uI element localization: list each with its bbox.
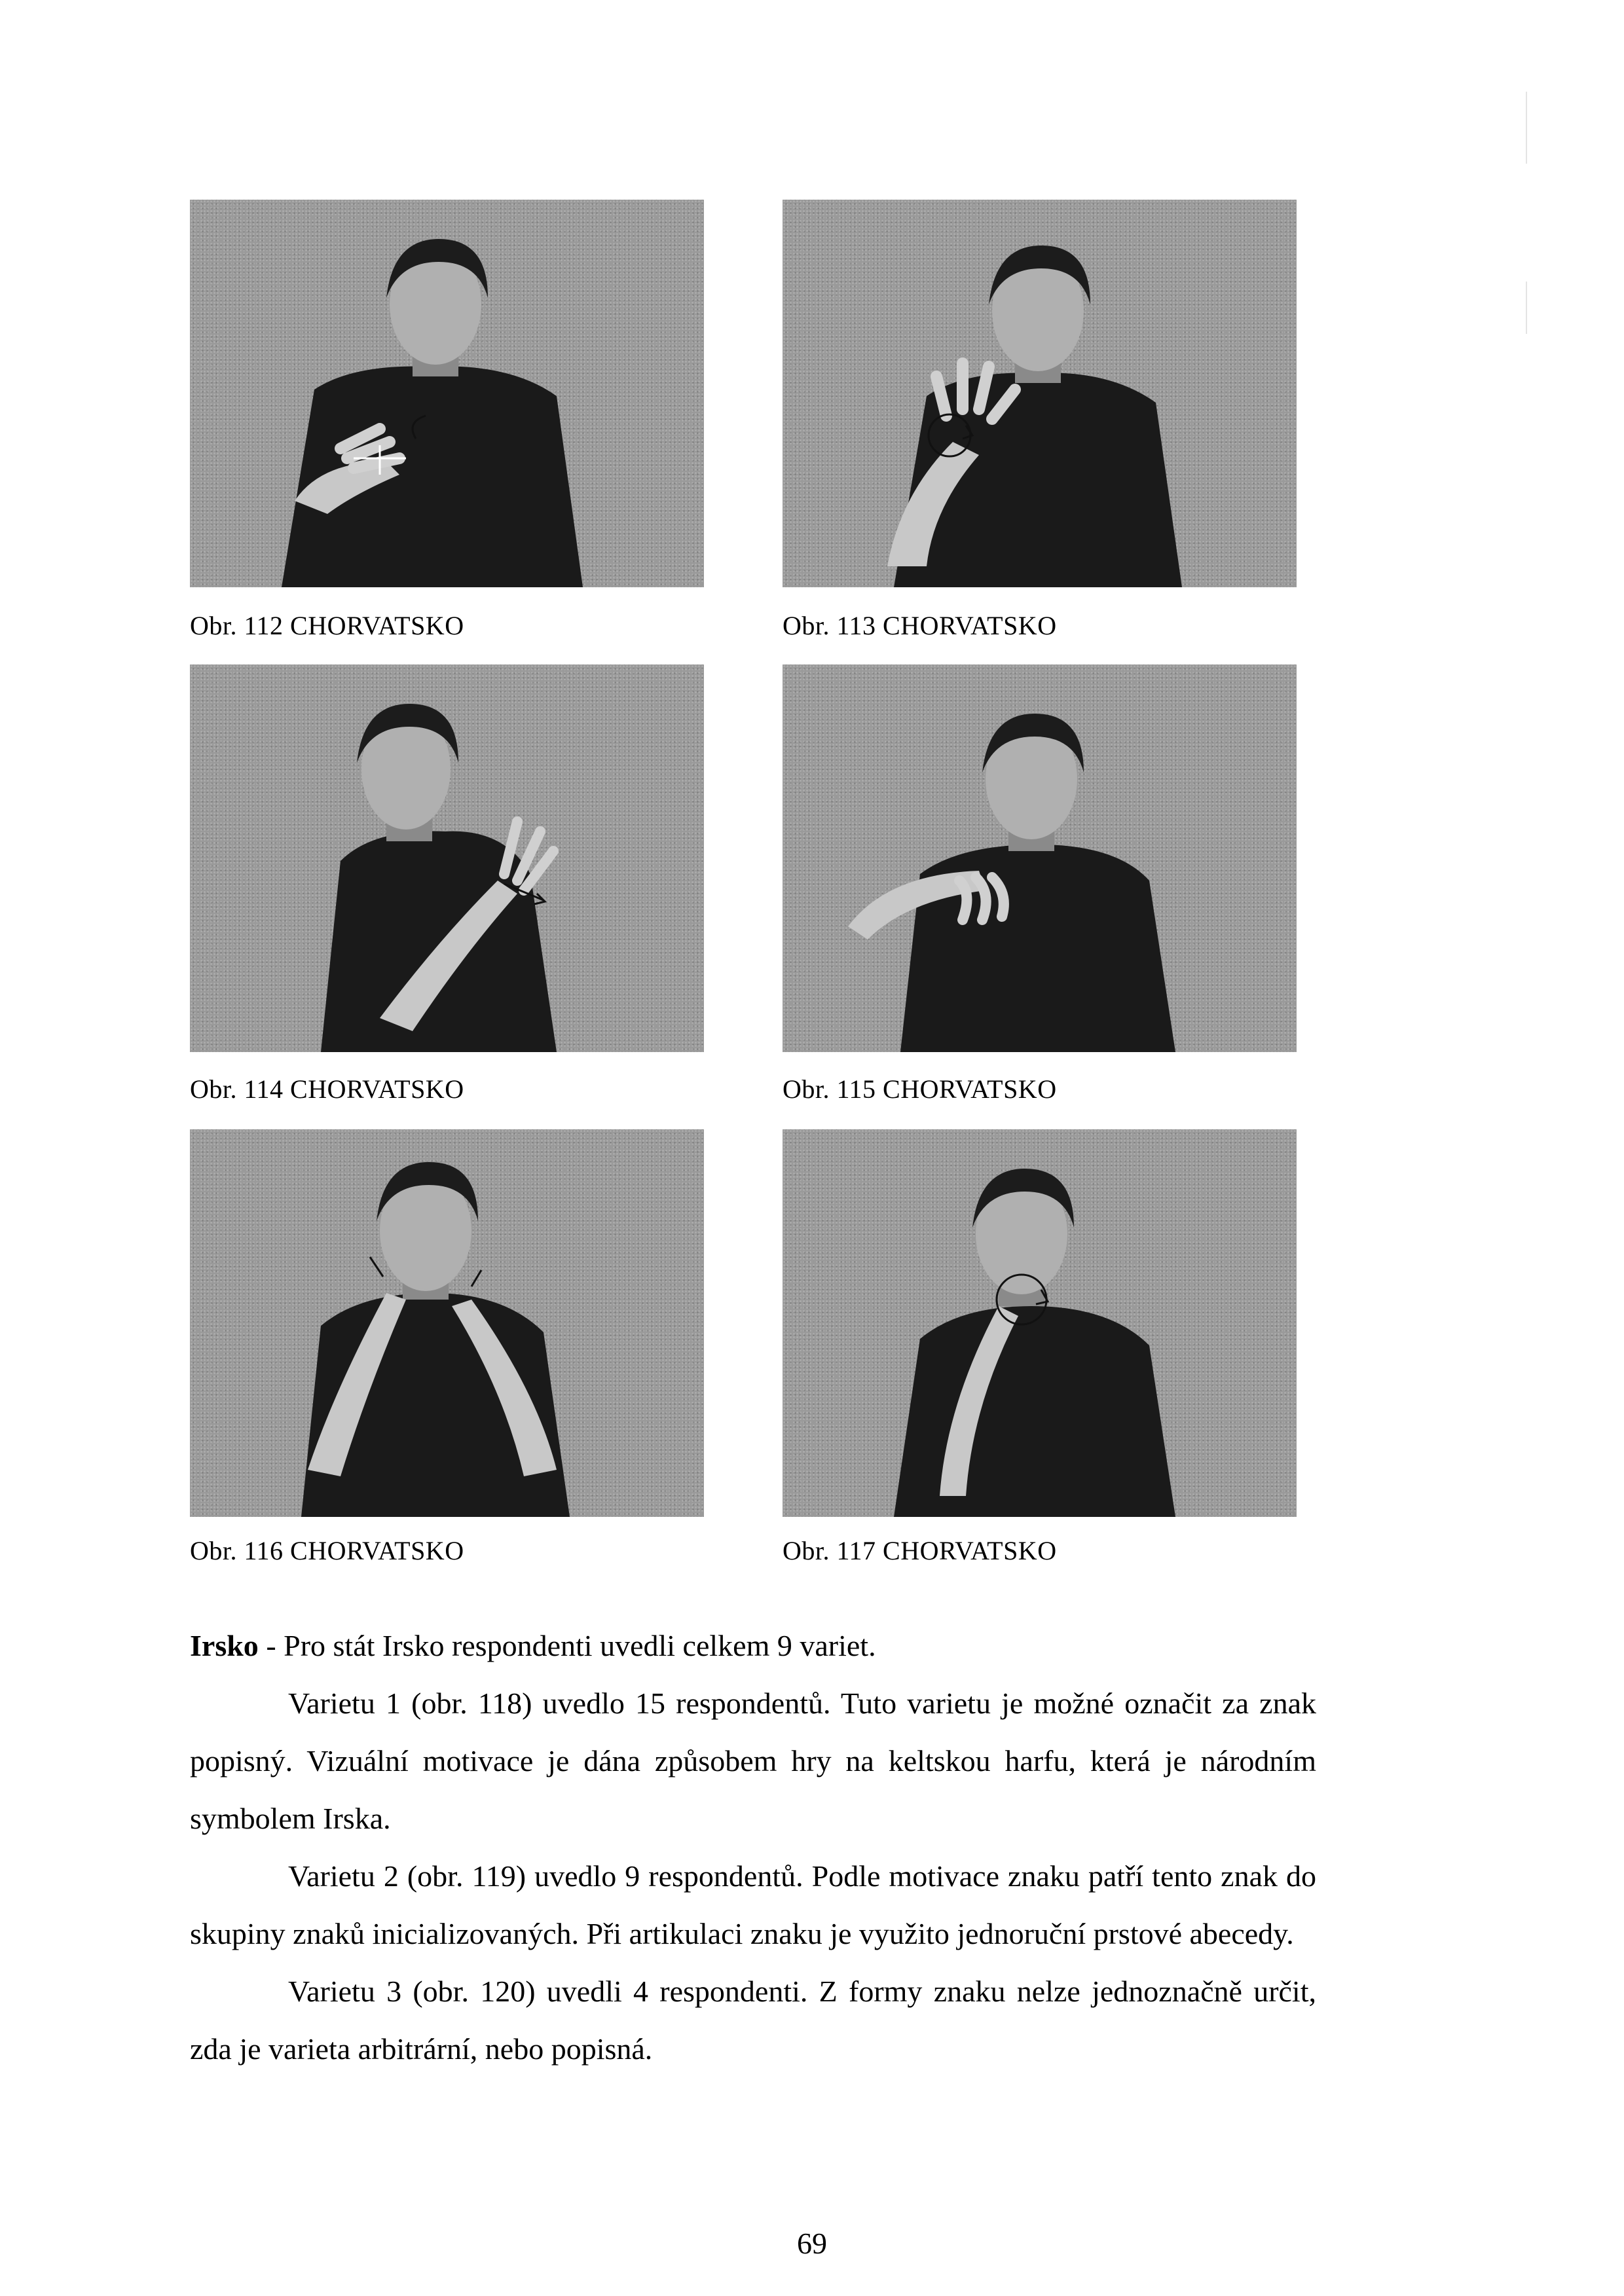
figure-114-photo — [190, 665, 704, 1052]
section-intro — [190, 1617, 1316, 1675]
figure-117-photo — [783, 1129, 1297, 1517]
section-intro-text: - Pro stát Irsko respondenti uvedli celkem 9 variet. — [258, 1629, 876, 1662]
scan-edge-mark — [1526, 92, 1527, 164]
figure-114-caption: Obr. 114 CHORVATSKO — [190, 1074, 464, 1104]
figure-112-photo — [190, 200, 704, 587]
figure-113-caption: Obr. 113 CHORVATSKO — [783, 611, 1057, 640]
scan-edge-mark — [1526, 282, 1527, 334]
signer-photo-illustration — [783, 1129, 1297, 1517]
signer-photo-illustration — [190, 200, 704, 587]
paragraph-variety-1: Varietu 1 (obr. 118) uvedlo 15 respondentů. Tuto varietu je možné označit za znak popisný. Vizuální motivace je dána způsobem hry na keltskou harfu, která je národním symbolem Irska. — [190, 1686, 1316, 1835]
figure-117-caption: Obr. 117 CHORVATSKO — [783, 1536, 1057, 1565]
paragraph-variety-2: Varietu 2 (obr. 119) uvedlo 9 respondentů. Podle motivace znaku patří tento znak do skupiny znaků inicializovaných. Při artikulaci znaku je využito jednoruční prstové abecedy. — [190, 1859, 1316, 1950]
figure-116-caption: Obr. 116 CHORVATSKO — [190, 1536, 464, 1565]
body-text — [190, 1617, 1316, 2078]
figure-115-caption: Obr. 115 CHORVATSKO — [783, 1074, 1057, 1104]
figure-116-photo — [190, 1129, 704, 1517]
signer-photo-illustration — [190, 1129, 704, 1517]
page-number: 69 — [797, 2227, 827, 2260]
section-heading: Irsko — [190, 1629, 259, 1662]
figure-115-photo — [783, 665, 1297, 1052]
figure-112-caption: Obr. 112 CHORVATSKO — [190, 611, 464, 640]
figure-113-photo — [783, 200, 1297, 587]
paragraph-variety-3: Varietu 3 (obr. 120) uvedli 4 respondenti. Z formy znaku nelze jednoznačně určit, zda je varieta arbitrární, nebo popisná. — [190, 1975, 1316, 2066]
signer-photo-illustration — [783, 200, 1297, 587]
signer-photo-illustration — [190, 665, 704, 1052]
signer-photo-illustration — [783, 665, 1297, 1052]
